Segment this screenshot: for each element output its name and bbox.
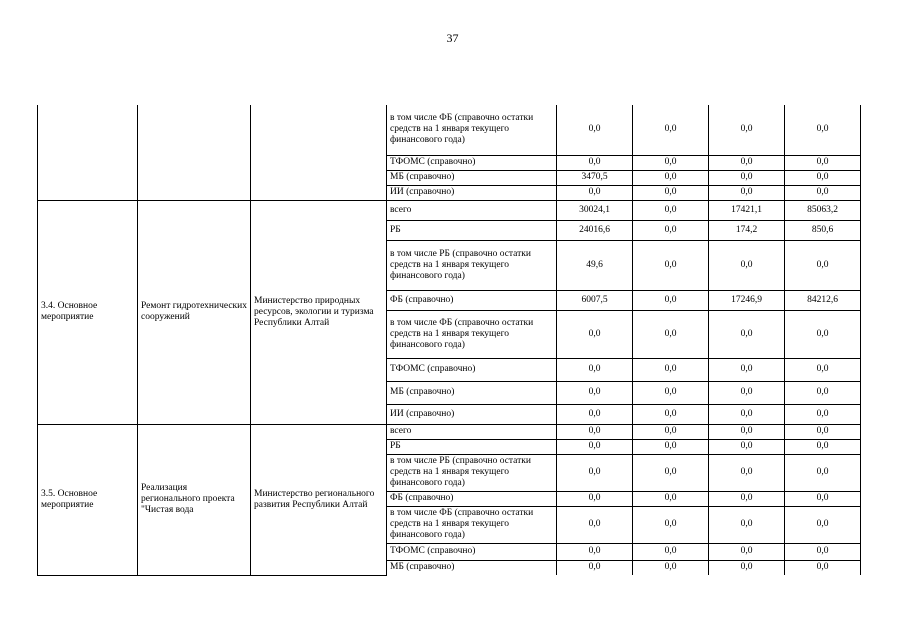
amount-cell: 85063,2 <box>785 200 861 220</box>
amount-cell: 0,0 <box>709 543 785 560</box>
amount-cell: 0,0 <box>633 310 709 358</box>
amount-cell: 0,0 <box>785 454 861 491</box>
amount-cell: 3470,5 <box>557 170 633 185</box>
amount-cell: 0,0 <box>785 105 861 155</box>
budget-table <box>37 105 861 576</box>
funding-source-cell: в том числе ФБ (справочно остатки средств на 1 января текущего финансового года) <box>387 105 557 155</box>
amount-cell: 0,0 <box>785 155 861 170</box>
amount-cell: 0,0 <box>633 170 709 185</box>
executor-cell: Министерство природных ресурсов, экологии и туризма Республики Алтай <box>251 200 387 424</box>
executor-cell: Министерство регионального развития Республики Алтай <box>251 424 387 575</box>
amount-cell: 0,0 <box>557 155 633 170</box>
funding-source-cell: ФБ (справочно) <box>387 491 557 506</box>
amount-cell: 0,0 <box>709 424 785 439</box>
amount-cell: 0,0 <box>557 424 633 439</box>
amount-cell: 0,0 <box>633 290 709 310</box>
amount-cell: 0,0 <box>785 185 861 200</box>
amount-cell: 0,0 <box>709 155 785 170</box>
funding-source-cell: ИИ (справочно) <box>387 185 557 200</box>
amount-cell: 0,0 <box>709 185 785 200</box>
amount-cell: 0,0 <box>633 439 709 454</box>
amount-cell: 0,0 <box>785 310 861 358</box>
amount-cell: 0,0 <box>633 185 709 200</box>
measure-title-cell <box>138 105 251 200</box>
funding-source-cell: в том числе ФБ (справочно остатки средств на 1 января текущего финансового года) <box>387 506 557 543</box>
amount-cell: 0,0 <box>557 105 633 155</box>
amount-cell: 0,0 <box>785 506 861 543</box>
amount-cell: 0,0 <box>633 454 709 491</box>
amount-cell: 30024,1 <box>557 200 633 220</box>
funding-source-cell: ТФОМС (справочно) <box>387 543 557 560</box>
table-row <box>38 424 861 439</box>
amount-cell: 0,0 <box>633 491 709 506</box>
amount-cell: 0,0 <box>633 381 709 404</box>
funding-source-cell: в том числе РБ (справочно остатки средств на 1 января текущего финансового года) <box>387 240 557 290</box>
budget-table-body <box>38 105 861 575</box>
amount-cell: 0,0 <box>785 358 861 381</box>
measure-name-cell: 3.5. Основное мероприятие <box>38 424 138 575</box>
measure-title-cell: Ремонт гидротехнических сооружений <box>138 200 251 424</box>
amount-cell: 0,0 <box>633 155 709 170</box>
amount-cell: 0,0 <box>785 240 861 290</box>
table-row <box>38 105 861 155</box>
amount-cell: 0,0 <box>709 170 785 185</box>
measure-name-cell <box>38 105 138 200</box>
amount-cell: 0,0 <box>633 358 709 381</box>
amount-cell: 0,0 <box>557 491 633 506</box>
amount-cell: 0,0 <box>785 424 861 439</box>
amount-cell: 174,2 <box>709 220 785 240</box>
funding-source-cell: РБ <box>387 220 557 240</box>
amount-cell: 0,0 <box>557 560 633 575</box>
amount-cell: 0,0 <box>633 200 709 220</box>
amount-cell: 0,0 <box>557 543 633 560</box>
amount-cell: 0,0 <box>785 560 861 575</box>
amount-cell: 0,0 <box>785 170 861 185</box>
amount-cell: 0,0 <box>709 439 785 454</box>
amount-cell: 0,0 <box>633 105 709 155</box>
amount-cell: 0,0 <box>633 220 709 240</box>
amount-cell: 0,0 <box>709 240 785 290</box>
amount-cell: 0,0 <box>557 358 633 381</box>
funding-source-cell: ФБ (справочно) <box>387 290 557 310</box>
amount-cell: 0,0 <box>557 310 633 358</box>
amount-cell: 0,0 <box>709 491 785 506</box>
amount-cell: 0,0 <box>785 404 861 424</box>
amount-cell: 24016,6 <box>557 220 633 240</box>
amount-cell: 0,0 <box>785 491 861 506</box>
amount-cell: 17421,1 <box>709 200 785 220</box>
amount-cell: 0,0 <box>785 381 861 404</box>
funding-source-cell: всего <box>387 200 557 220</box>
executor-cell <box>251 105 387 200</box>
amount-cell: 0,0 <box>633 404 709 424</box>
amount-cell: 17246,9 <box>709 290 785 310</box>
amount-cell: 0,0 <box>709 358 785 381</box>
amount-cell: 0,0 <box>709 381 785 404</box>
amount-cell: 850,6 <box>785 220 861 240</box>
amount-cell: 0,0 <box>785 439 861 454</box>
amount-cell: 0,0 <box>709 560 785 575</box>
amount-cell: 84212,6 <box>785 290 861 310</box>
measure-name-cell: 3.4. Основное мероприятие <box>38 200 138 424</box>
amount-cell: 0,0 <box>709 310 785 358</box>
amount-cell: 0,0 <box>557 506 633 543</box>
page-number: 37 <box>446 31 459 45</box>
funding-source-cell: ТФОМС (справочно) <box>387 155 557 170</box>
funding-source-cell: всего <box>387 424 557 439</box>
amount-cell: 0,0 <box>633 560 709 575</box>
amount-cell: 0,0 <box>633 240 709 290</box>
funding-source-cell: МБ (справочно) <box>387 170 557 185</box>
funding-source-cell: ИИ (справочно) <box>387 404 557 424</box>
amount-cell: 0,0 <box>785 543 861 560</box>
amount-cell: 0,0 <box>709 105 785 155</box>
amount-cell: 49,6 <box>557 240 633 290</box>
funding-source-cell: в том числе ФБ (справочно остатки средств на 1 января текущего финансового года) <box>387 310 557 358</box>
amount-cell: 0,0 <box>633 506 709 543</box>
amount-cell: 0,0 <box>633 543 709 560</box>
amount-cell: 6007,5 <box>557 290 633 310</box>
funding-source-cell: МБ (справочно) <box>387 381 557 404</box>
funding-source-cell: ТФОМС (справочно) <box>387 358 557 381</box>
table-row <box>38 200 861 220</box>
funding-source-cell: МБ (справочно) <box>387 560 557 575</box>
amount-cell: 0,0 <box>557 404 633 424</box>
amount-cell: 0,0 <box>557 185 633 200</box>
amount-cell: 0,0 <box>557 454 633 491</box>
amount-cell: 0,0 <box>709 404 785 424</box>
amount-cell: 0,0 <box>633 424 709 439</box>
measure-title-cell: Реализация регионального проекта "Чистая вода <box>138 424 251 575</box>
amount-cell: 0,0 <box>709 506 785 543</box>
amount-cell: 0,0 <box>557 439 633 454</box>
amount-cell: 0,0 <box>557 381 633 404</box>
funding-source-cell: РБ <box>387 439 557 454</box>
funding-source-cell: в том числе РБ (справочно остатки средств на 1 января текущего финансового года) <box>387 454 557 491</box>
amount-cell: 0,0 <box>709 454 785 491</box>
